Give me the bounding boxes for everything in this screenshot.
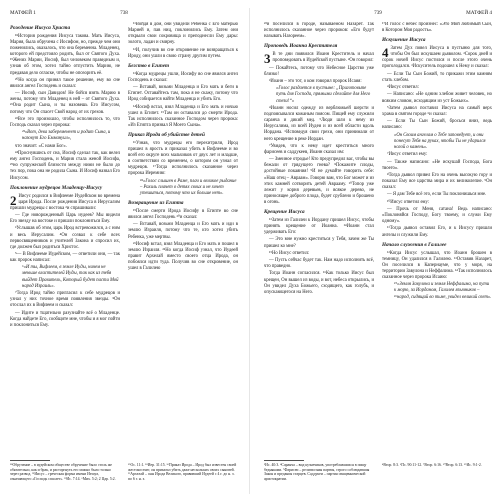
text-column xyxy=(128,22,238,460)
verse-text: ¹³Когда мудрецы ушли, Иосифу во сне явился ангел Господень и сказал: xyxy=(128,71,238,83)
page-number: 739 xyxy=(374,10,382,16)
verse-text: ⁷Увидев, что к нему идет креститься много фарисеев и саддукеев, Иоанн сказал им: xyxy=(264,143,374,155)
section-heading: Рождение Иисуса Христа xyxy=(10,25,71,31)
verse-paragraph xyxy=(128,141,238,178)
verse-text: — Вставай, возьми Младенца и Его мать и иди в землю Израиля, потому что те, кто хотел убить Ребенка, уже мертвы. xyxy=(128,222,238,240)
verse-text: ¹⁵«Земля Завулона и земля Неффалима, на пути к морю, за Иорданом, Галилея язычников – ¹⁶народ, сидящий во тьме, увидел великий свет». xyxy=(394,282,492,300)
verse-paragraph xyxy=(128,105,238,129)
footnote-text: ¹⁵Ос. 11:1. ¹⁸Иер. 31:15. ¹⁶Приказ Ирода – Ирод был известен своей жестокостью; он приказал убить даже нескольких своих сыновей. ²²Архелай – сын Ирода Великого, правивший Иудеей с 4 г. до н. э. по 6 г. н. э. xyxy=(128,463,237,482)
footnote-column xyxy=(264,463,374,495)
verse-text: ⁴Иоанн носил одежду из верблюжьей шерсти и подпоясывался кожаным поясом. Пищей ему служили саранча и дикий мед. ⁵Люди шли к нему из Иерусалима, из всей Иудеи и из всей области вдоль Иордана. ⁶Исповедуя свои грехи, они принимали от него крещение в реке Иордан. xyxy=(264,106,374,142)
verse-text: ¹⁰Иисус ответил ему: xyxy=(387,199,430,205)
text-column xyxy=(382,22,492,460)
verse-text: ⁸Тогда дьявол привел Его на очень высокую гору и показал Ему все царства мира и их великолепие. ⁹Он сказал: xyxy=(382,172,492,191)
verse-text: — Вставай, возьми Младенца и Его мать и беги в Египет. Оставайтесь там, пока я не скажу, потому что Ирод собирается найти Младенца и убить Его. xyxy=(128,85,238,103)
footnotes xyxy=(10,463,238,495)
verse-paragraph xyxy=(382,160,492,172)
verse-text: ⁵Затем дьявол поставил Иисуса на самый верх храма в святом городе ⁶и сказал: xyxy=(382,105,492,117)
footnote-column xyxy=(128,463,238,495)
poetry-quote xyxy=(10,265,120,289)
verse-text: — Идите и тщательно разузнайте всё о Младенце. Когда найдете Его, сообщите мне, чтобы и я мог пойти и поклониться Ему. xyxy=(10,310,120,328)
verse-text: ²³«Вот, дева забеременеет и родит Сына, и назовут Его Еммануил», xyxy=(22,130,111,142)
verse-paragraph xyxy=(382,251,492,281)
footnotes xyxy=(264,463,492,495)
verse-text: ⁶«И ты, Вифлеем, в земле Иуды, ничем не меньше властителей Иуды, так как из тебя выйдет Правитель, Который будет пасти Мой народ Израиль». xyxy=(22,265,119,289)
verse-text: ¹²И, получив во сне откровение не возвращаться к Ироду, они ушли в свою страну другим путем. xyxy=(128,47,238,59)
verse-text: ¹³Затем из Галилеи к Иордану пришел Иисус, чтобы принять крещение от Иоанна. ¹⁴Иоанн стал удерживать Его: xyxy=(264,217,374,236)
poetry-quote xyxy=(128,179,238,197)
verse-text: «Голос раздается в пустыне: „Приготовьте путь для Господа, прямыми сделайте для Него стези!“» xyxy=(276,86,371,104)
verse-paragraph xyxy=(128,209,238,221)
verse-text: ⁷Иисус ответил ему: xyxy=(387,152,428,158)
verse-paragraph xyxy=(10,194,120,212)
verse-paragraph xyxy=(10,311,120,329)
verse-text: — Где новорожденный Царь иудеев? Мы видели Его звезду на востоке и пришли поклониться Ему. xyxy=(10,213,120,225)
verse-text: ¹¹Войдя в дом, они увидели Ребенка с Его матерью Марией и, пав ниц, поклонились Ему. Затем они открыли свои сокровища и преподнесли Ему дары: золото, ладан и смирну. xyxy=(128,22,238,46)
verse-paragraph xyxy=(382,192,492,198)
verse-text: ¹⁴Иосиф встал, взял Младенца и Его мать и ночью ушел в Египет. ¹⁵Там он оставался до смерти Ирода. Так исполнилось сказанное Господом через пророка: «Из Египта призвал Я Моего Сына». xyxy=(128,104,238,128)
verse-paragraph xyxy=(10,252,120,264)
verse-paragraph xyxy=(10,78,120,90)
verse-paragraph xyxy=(382,152,492,158)
poetry-quote xyxy=(382,133,492,151)
verse-text: Тогда Иоанн согласился. ¹⁶Как только Иисус был крещен, Он вышел из воды, и вот, небеса открылись, и Он увидел Духа Божьего, сходящего, как голубь, и опускающегося на Него. xyxy=(264,271,374,295)
running-header xyxy=(264,8,492,18)
verse-paragraph xyxy=(382,92,492,104)
verse-text: — Это мне нужно креститься у Тебя, зачем же Ты пришел ко мне? xyxy=(264,237,374,249)
verse-text: что значит: «С нами Бог». xyxy=(15,143,67,149)
verse-text: — Покайтесь, потому что Небесное Царство уже близко! xyxy=(264,65,374,77)
verse-paragraph xyxy=(264,237,374,249)
verse-text: ¹⁸«Голос слышен в Раме, плач и великое рыдание – Рахиль плачет о детях своих и не хочет утешиться, потому что их больше нет». xyxy=(140,178,237,196)
verse-text: — Прочь от Меня, сатана! Ведь написано: «Поклоняйся Господу, Богу твоему, и служи Ему одному». xyxy=(382,207,492,225)
section-heading: Крещение Иисуса xyxy=(264,208,305,215)
verse-text: ³Услышав об этом, царь Ирод встревожился, а с ним и весь Иерусалим. ⁴Он созвал к себе всех первосвященников и учителей Закона и спросил их, где должен был родиться Христос. xyxy=(10,226,120,250)
verse-paragraph xyxy=(128,48,238,60)
verse-text: — Написано: «Не одним хлебом живет человек, но всяким словом, исходящим из уст Божьих». xyxy=(382,92,492,104)
section-heading: Бегство в Египет xyxy=(128,62,170,69)
verse-paragraph xyxy=(10,117,120,129)
footnote-column xyxy=(382,463,492,495)
footnote-divider xyxy=(264,460,304,461)
verse-text: ¹⁷И голос с небес произнес: «Это Мой любимый Сын, в Котором Моя радость». xyxy=(382,22,492,34)
verse-paragraph xyxy=(10,144,120,150)
verse-paragraph xyxy=(382,46,492,70)
verse-text: — Также написано: «Не искушай Господа, Бога твоего». xyxy=(382,159,492,171)
poetry-quote xyxy=(264,86,374,104)
footnote-text: ³Ис. 40:3. ⁴Саранча – вид кузнечиков, употреблявшихся в пищу бедняками. ⁷Фарисеи – религиозная партия, строго соблюдавшая Закон и предания старцев. Саддукеи – партия священнической аристократии. xyxy=(264,463,370,482)
verse-paragraph xyxy=(10,291,120,309)
verse-text: — Иосиф, сын Давидов! Не бойся взять Марию в жены, потому что Младенец в ней – от Святого Духа. ²¹Она родит Сына, и ты назовешь Его Иисусом, потому что Он спасет Свой народ от их грехов. xyxy=(10,91,120,115)
verse-paragraph xyxy=(264,251,374,257)
right-page xyxy=(254,0,500,500)
verse-text: — Если Ты Сын Божий, то прикажи этим камням стать хлебом. xyxy=(382,71,492,83)
verse-paragraph xyxy=(382,106,492,118)
verse-paragraph xyxy=(10,213,120,225)
verse-paragraph xyxy=(264,22,374,40)
text-column xyxy=(264,22,374,460)
verse-paragraph xyxy=(10,226,120,250)
verse-paragraph xyxy=(128,72,238,84)
verse-text: ¹²Когда Иисус услышал, что Иоанн брошен в темницу, Он удалился в Галилею. ¹³Оставив Назарет, Он поселился в Капернауме, что у моря, на территории Завулона и Неффалима. ¹⁴Так исполнилось сказанное через пророка Исаию: xyxy=(382,250,492,281)
chapter-number: 4 xyxy=(382,45,389,61)
verse-text: «Он Своим ангелам о Тебе заповедует, и они понесут Тебя на руках, чтобы Ты не ударился ногой о камень». xyxy=(394,132,486,150)
verse-text: — Пусть сейчас будет так. Нам надо исполнить всё, что праведно. xyxy=(264,258,374,270)
verse-paragraph xyxy=(382,72,492,84)
verse-paragraph xyxy=(382,226,492,238)
footnote-text: ⁴Втор. 8:3. ⁶Пс. 90:11-12. ⁷Втор. 6:16. ¹⁰Втор. 6:13. ¹⁵Ис. 9:1-2. xyxy=(382,463,482,467)
text-column xyxy=(10,22,120,460)
verse-paragraph xyxy=(382,207,492,225)
verse-text: ²¹Иосиф встал, взял Младенца и Его мать и пошел в землю Израиля. ²²Но когда Иосиф узнал, что Иудеей правит Архелай вместо своего отца Ирода, он побоялся идти туда. Получив во сне откровение, он ушел в Галилею xyxy=(128,241,238,272)
chapter-number: 2 xyxy=(10,192,17,208)
running-header xyxy=(10,8,238,18)
verse-text: — Змеиное отродье! Кто предупредил вас, чтобы вы бежали от грядущего гнева? ⁸Покажите плоды, достойные покаяния! ⁹И не думайте говорить себе: «Наш отец – Авраам». Говорю вам, что Бог может и из этих камней сотворить детей Аврааму. ¹⁰Топор уже лежит у корня деревьев, и всякое дерево, не приносящее доброго плода, будет срублено и брошено в огонь. xyxy=(264,157,374,205)
verse-paragraph xyxy=(128,85,238,103)
footnote-text: ¹⁸Обручение – в иудейском обществе обручение было столь же обязательно, как и брак, и расторгнуть его можно было только через развод. ²¹Иисус – греческая форма имени Иешуа, означающего «Господь спасает». ²³Ис. 7:14. ⁶Мих. 5:2; 2 Цар. 5:2. xyxy=(10,463,116,482)
verse-paragraph xyxy=(264,258,374,270)
verse-text: ¹⁶Узнав, что мудрецы его перехитрили, Ирод пришел в ярость и приказал убить в Вифлееме и во всей его округе всех мальчиков от двух лет и младше, в соответствии со временем, о котором он узнал от мудрецов. ¹⁷Тогда исполнилось сказанное через пророка Иеремию: xyxy=(128,140,238,177)
verse-text: — Если Ты Сын Божий, бросься вниз, ведь написано: xyxy=(382,119,492,131)
verse-text: ⁴Иисус ответил: xyxy=(387,85,419,91)
verse-text: ²⁰Но когда он принял такое решение, ему во сне явился ангел Господень и сказал: xyxy=(10,77,120,89)
verse-text: ²⁴Проснувшись от сна, Иосиф сделал так, как велел ему ангел Господень, и Мария стала женой Иосифа, ²⁵но супружеской близости между ними не было до тех пор, пока она не родила Сына. И Иосиф назвал Его Иисусом. xyxy=(10,151,120,181)
verse-text: ⁷Тогда Ирод тайно пригласил к себе мудрецов и узнал у них точное время появления звезды. ⁸Он отослал их в Вифлеем и сказал: xyxy=(10,291,120,309)
verse-text: — Я дам Тебе всё это, если Ты поклонишься мне. xyxy=(387,192,487,198)
section-heading: Искушение Иисуса xyxy=(382,37,426,44)
left-page xyxy=(0,0,246,500)
section-heading: Возвращение из Египта xyxy=(128,200,184,206)
verse-text: В те дни появился Иоанн Креститель и начал проповедовать в Иудейской пустыне. ²Он говорил: xyxy=(272,52,374,64)
verse-paragraph xyxy=(264,218,374,236)
verse-text: ²²Все это произошло, чтобы исполнилось то, что Господь сказал через пророка: xyxy=(10,116,120,128)
verse-paragraph xyxy=(382,173,492,191)
verse-paragraph xyxy=(382,119,492,131)
verse-paragraph xyxy=(382,200,492,206)
verse-paragraph xyxy=(128,22,238,46)
chapter-number: 3 xyxy=(264,51,271,67)
verse-paragraph xyxy=(264,79,374,85)
verse-paragraph xyxy=(264,66,374,78)
verse-paragraph xyxy=(128,222,238,240)
verse-text: Затем Дух повел Иисуса в пустыню для того, чтобы Он был искушаем дьяволом. ²Сорок дней и сорок ночей Иисус постился и после этого очень проголодался. ³Искуситель подошел к Нему и сказал: xyxy=(382,46,492,70)
section-heading: Приказ Ирода об убийстве детей xyxy=(128,131,205,138)
verse-paragraph xyxy=(264,271,374,295)
verse-paragraph xyxy=(264,106,374,143)
verse-paragraph xyxy=(264,51,374,67)
verse-paragraph xyxy=(264,157,374,206)
verse-text: ²³и поселился в городе, называемом Назарет. Так исполнилось сказанное через пророков: «Его будут называть Назореем». xyxy=(264,22,374,40)
section-heading: Начало служения в Галилее xyxy=(382,241,447,248)
footnote-column xyxy=(10,463,120,495)
book-chapter-label: МАТФЕЙ 1 xyxy=(10,10,36,16)
footnote-divider xyxy=(10,460,50,461)
verse-text: ⁵— В Вифлееме Иудейском, — ответили они, — так как пророк написал: xyxy=(10,252,120,264)
verse-text: Иисус родился в Вифлееме Иудейском во времена царя Ирода. После рождения Иисуса в Иерусалим пришли мудрецы с востока ²и спрашивали: xyxy=(10,193,120,211)
verse-text: ³Иоанн – это тот, о ком говорил пророк Исаия: xyxy=(269,79,362,85)
poetry-quote xyxy=(10,130,120,142)
poetry-quote xyxy=(382,282,492,300)
verse-paragraph xyxy=(10,34,120,77)
page-number: 738 xyxy=(120,10,128,16)
verse-paragraph xyxy=(10,91,120,115)
verse-text: ¹⁹После смерти Ирода Иосифу в Египте во сне явился ангел Господень ²⁰и сказал: xyxy=(128,209,238,221)
book-chapter-label: МАТФЕЙ 4 xyxy=(466,10,492,16)
verse-paragraph xyxy=(264,144,374,156)
section-heading: Поклонение мудрецов Младенцу-Иисусу xyxy=(10,184,103,191)
verse-paragraph xyxy=(382,85,492,91)
verse-text: ¹⁸История рождения Иисуса такова. Мать Иисуса, Мария, была обручена с Иосифом, но, прежде чем они поженились, оказалось, что она беременна. Младенец, которого ей предстояло родить, был от Святого Духа. ¹⁹Жених Марии, Иосиф, был человеком праведным и, узнав об этом, хотел тайно отпустить Марию, не предавая дело огласке, чтобы не опозорить её. xyxy=(10,34,120,76)
verse-text: ¹⁵Но Иисус ответил: xyxy=(269,250,310,256)
section-heading: Проповедь Иоанна Крестителя xyxy=(264,43,338,50)
text-columns xyxy=(10,22,238,460)
text-columns xyxy=(264,22,492,460)
verse-paragraph xyxy=(128,242,238,272)
verse-text: ¹¹Тогда дьявол оставил Его, и к Иисусу пришли ангелы и служили Ему. xyxy=(382,226,492,238)
verse-paragraph xyxy=(10,151,120,181)
gutter xyxy=(249,8,250,494)
verse-paragraph xyxy=(382,22,492,34)
